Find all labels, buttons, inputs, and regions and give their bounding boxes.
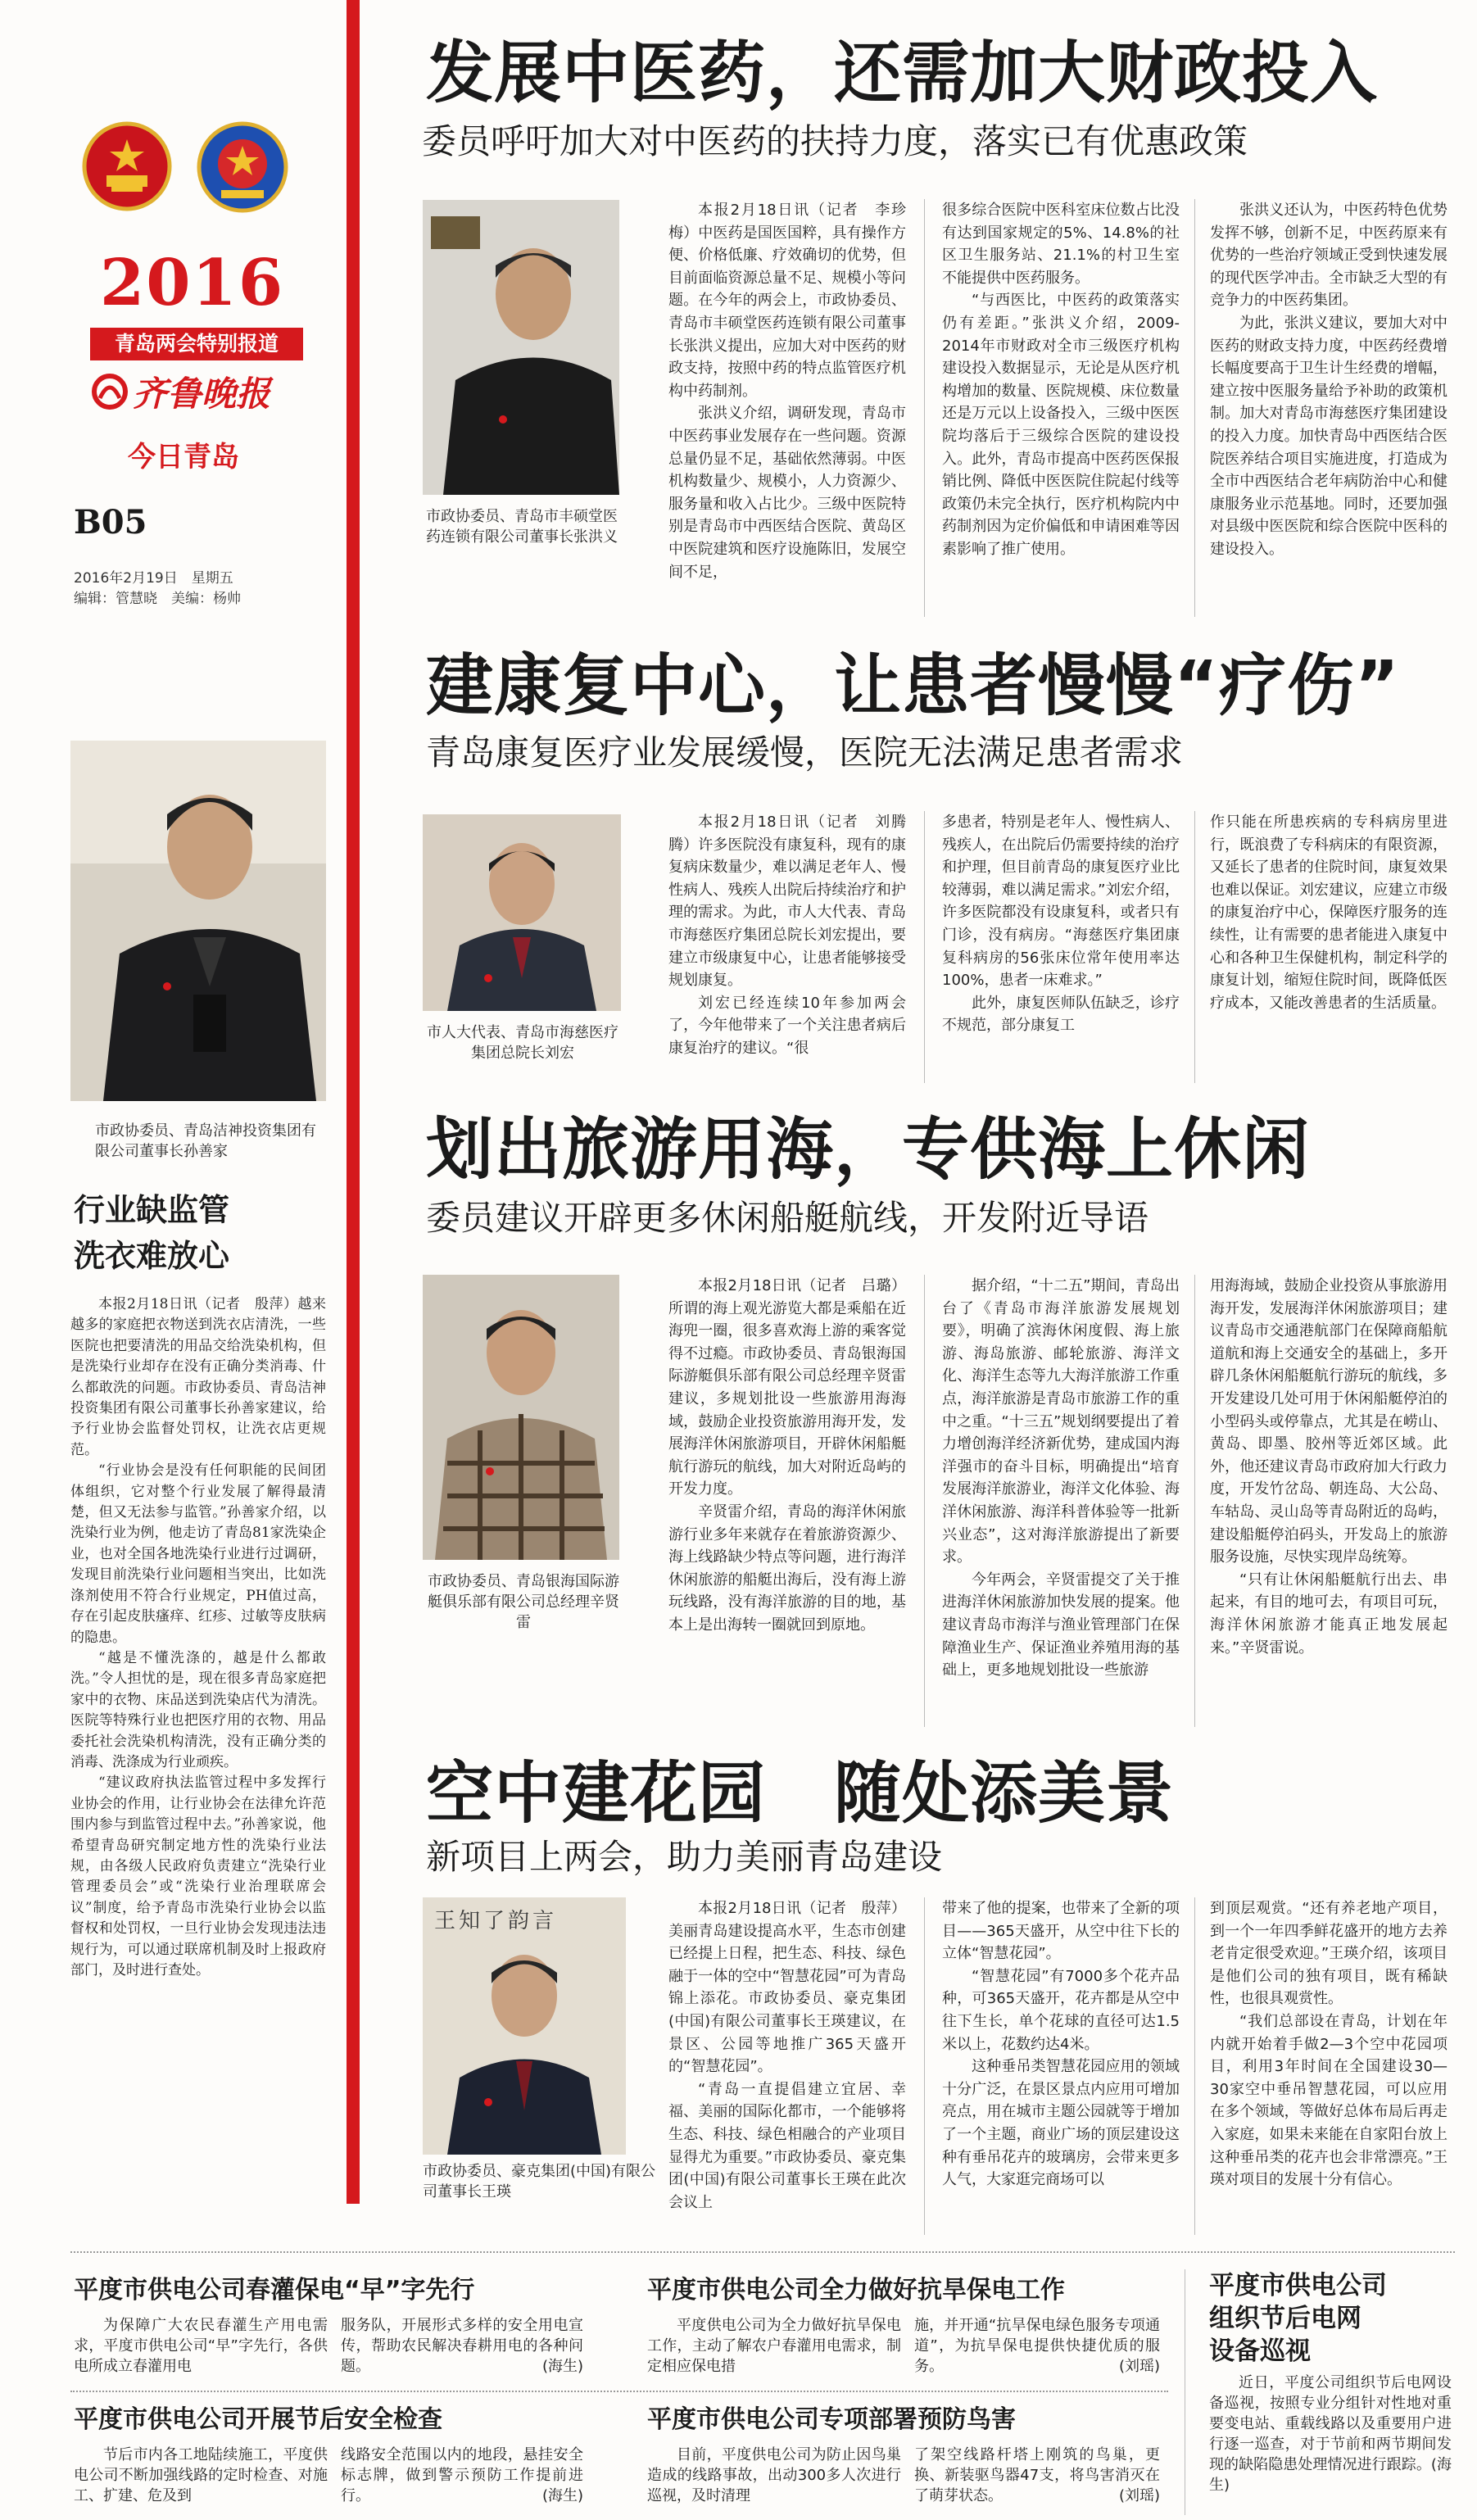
article-4-lead: 本报2月18日讯（记者 殷萍） xyxy=(698,1900,906,1917)
sidebar-paragraph: 越来越多的家庭把衣物送到洗衣店清洗，一些医院也把要清洗的用品交给洗染机构，但是洗染行业却存在没有正确分类消毒、什么都敢洗的问题。市政协委员、青岛洁神投资集团有限公司董事长孙善家建议，给予行业协会监督处罚权，让洗衣店更规范。 xyxy=(70,1296,326,1458)
column-rule xyxy=(1194,1897,1195,2235)
article-3-paragraph: “只有让休闲船艇航行出去、串起来，有目的地可去，有项目可玩，海洋休闲旅游才能真正地发展起来。”辛贤雷说。 xyxy=(1210,1570,1448,1657)
footer-separator xyxy=(70,2391,1168,2392)
footer-2-text: 施，并开通“抗旱保电绿色服务专项通道”，为抗旱保电提供快捷优质的服务。 xyxy=(914,2317,1160,2375)
article-4-paragraph: “青岛一直提倡建立宜居、幸福、美丽的国际化都市，一个能够将生态、科技、绿色相融合的产业项目显得尤为重要。”市政协委员、豪克集团(中国)有限公司董事长王瑛在此次会议上 xyxy=(668,2080,906,2211)
article-4-paragraph: 带来了他的提案，也带来了全新的项目——365天盛开，从空中往下长的立体“智慧花园”。 xyxy=(942,1900,1180,1963)
article-1-paragraph: “与西医比，中医药的政策落实仍有差距。”张洪义介绍，2009-2014年市财政对全市三级医疗机构建设投入数据显示，无论是从医疗机构增加的数量、医院规模、床位数量还是万元以上设备投入，三级中医医院均落后于三级综合医院的建设投入。此外，青岛市提高中医药医保报销比例、降低中医医院住院起付线等政策仍未完全执行，医疗机构院内中药制剂因为定价偏低和申请困难等因素影响了推广使用。 xyxy=(942,292,1180,558)
article-3-lead: 本报2月18日讯（记者 吕璐） xyxy=(698,1277,906,1294)
article-4-paragraph: 美丽青岛建设提高水平，生态市创建已经提上日程，把生态、科技、绿色融于一体的空中“智慧花园”可为青岛锦上添花。市政协委员、豪克集团(中国)有限公司董事长王瑛建议，在景区、公园等地推广365天盛开的“智慧花园”。 xyxy=(668,1922,906,2076)
article-4-column-3 xyxy=(1210,1897,1448,2235)
article-2-paragraph: 此外，康复医师队伍缺乏，诊疗不规范，部分康复工 xyxy=(942,994,1180,1035)
sidebar-lead: 本报2月18日讯（记者 殷萍） xyxy=(98,1296,298,1312)
article-1-caption: 市政协委员、青岛市丰硕堂医药连锁有限公司董事长张洪义 xyxy=(426,508,618,546)
footer-3-col-1 xyxy=(74,2445,328,2510)
article-1-paragraph: 张洪义介绍，调研发现，青岛市中医药事业发展存在一些问题。资源总量仍显不足，基础依然薄弱。中医机构数量少、规模小，人力资源少、服务量和收入占比少。三级中医院特别是青岛市中西医结合医院、黄岛区中医院建筑和医疗设施陈旧，发展空间不足， xyxy=(668,405,906,581)
article-2-caption: 市人大代表、青岛市海慈医疗集团总院长刘宏 xyxy=(427,1024,618,1062)
paper-logo-icon xyxy=(92,374,128,410)
column-rule xyxy=(924,1275,925,1727)
article-2-column-2 xyxy=(942,811,1180,1083)
footer-5-text: 近日，平度公司组织节后电网设备巡视，按照专业分组针对性地对重要变电站、重载线路以及重要用户进行逐一巡查，对于节前和两节期间发现的缺陷隐患处理情况进行跟踪。 xyxy=(1209,2374,1452,2473)
footer-2-col-2 xyxy=(914,2315,1160,2381)
article-1-lead: 本报2月18日讯（记者 李珍梅） xyxy=(668,202,906,242)
article-2-paragraph: 作只能在所患疾病的专科病房里进行，既浪费了专科病床的有限资源，又延长了患者的住院时间，康复效果也难以保证。刘宏建议，应建立市级的康复治疗中心，保障医疗服务的连续性，让有需要的患者能进入康复中心和各种卫生保健机构，制定科学的康复计划，缩短住院时间，既降低医疗成本，又能改善患者的生活质量。 xyxy=(1210,814,1448,1012)
article-3-portrait xyxy=(423,1275,619,1560)
column-rule xyxy=(924,811,925,1083)
article-1-paragraph: 很多综合医院中医科室床位数占比没有达到国家规定的5%、14.8%的社区卫生服务站、21.1%的村卫生室不能提供中医药服务。 xyxy=(942,202,1180,287)
column-rule xyxy=(924,1897,925,2235)
article-4-column-2 xyxy=(942,1897,1180,2235)
article-2-lead: 本报2月18日讯（记者 刘腾腾） xyxy=(668,814,906,854)
footer-5-title-line: 平度市供电公司 xyxy=(1209,2271,1387,2300)
footer-1-text: 服务队，开展形式多样的安全用电宣传，帮助农民解决春耕用电的各种问题。 xyxy=(341,2317,583,2375)
article-4-paragraph: 到顶层观赏。“还有养老地产项目，到一个一年四季鲜花盛开的地方去养老肯定很受欢迎。”王瑛介绍，该项目是他们公司的独有项目，既有稀缺性，也很具观赏性。 xyxy=(1210,1900,1448,2008)
article-4-caption: 市政协委员、豪克集团(中国)有限公司董事长王瑛 xyxy=(423,2163,656,2200)
article-3-paragraph: 据介绍，“十二五”期间，青岛出台了《青岛市海洋旅游发展规划要》，明确了滨海休闲度假、海上旅游、海岛旅游、邮轮旅游、海洋文化、海洋生态等九大海洋旅游工作重点，海洋旅游是青岛市旅游工作的重中之重。“十三五”规划纲要提出了着力增创海洋经济新优势，建成国内海洋强市的奋斗目标，明确提出“培育发展海洋旅游业，海洋文化体验、海洋休闲旅游、海洋科普体验等一批新兴业态”，这对海洋旅游提出了新要求。 xyxy=(942,1277,1180,1566)
article-1-paragraph: 张洪义还认为，中医药特色优势发挥不够，创新不足，中医药原来有优势的一些治疗领域正受到快速发展的现代医学冲击。全市缺乏大型的有竞争力的中医药集团。 xyxy=(1210,202,1448,310)
article-2-column-3 xyxy=(1210,811,1448,1083)
footer-3-title: 平度市供电公司开展节后安全检查 xyxy=(74,2405,442,2434)
article-3-column-2 xyxy=(942,1275,1180,1727)
footer-5 xyxy=(1209,2269,1452,2512)
footer-1-signature: (海生) xyxy=(541,2358,583,2375)
article-2-photo xyxy=(423,814,621,1011)
article-3-column-3 xyxy=(1210,1275,1448,1727)
masthead-year: 2016 xyxy=(100,246,285,320)
sidebar-article-body xyxy=(70,1294,326,2204)
footer-4-col-1 xyxy=(647,2445,901,2510)
article-4-column-1 xyxy=(668,1897,906,2235)
column-rule xyxy=(1194,811,1195,1083)
article-2-subtitle: 青岛康复医疗业发展缓慢，医院无法满足患者需求 xyxy=(426,732,1184,773)
article-1-paragraph: 为此，张洪义建议，要加大对中医药的财政支持力度，中医药经费增长幅度要高于卫生计生经费的增幅，建立按中医服务量给予补助的政策机制。加大对青岛市海慈医疗集团建设的投入力度。加快青岛中西医结合医院医养结合项目实施进度，打造成为全市中西医结合老年病防治中心和健康服务业示范基地。同时，还要加强对县级中医医院和综合医院中医科的建设投入。 xyxy=(1210,314,1448,558)
sidebar-paragraph: “越是不懂洗涤的，越是什么都敢洗。”令人担忧的是，现在很多青岛家庭把家中的衣物、床品送到洗染店代为清洗。医院等特殊行业也把医疗用的衣物、用品委托社会洗染机构清洗，没有正确分类的消毒、洗涤成为行业顽疾。 xyxy=(70,1649,326,1770)
footer-3-text: 线路安全范围以内的地段，悬挂安全标志牌，做到警示预防工作提前进行。 xyxy=(341,2446,583,2504)
column-rule xyxy=(924,199,925,617)
footer-1-title: 平度市供电公司春灌保电“早”字先行 xyxy=(74,2276,475,2305)
masthead-banner: 青岛两会特别报道 xyxy=(90,328,303,360)
footer-2-text: 平度供电公司为全力做好抗旱保电工作，主动了解农户春灌用电需求，制定相应保电措 xyxy=(647,2317,901,2375)
section-name: 今日青岛 xyxy=(128,441,239,474)
footer-4-text: 目前，平度供电公司为防止因鸟巢造成的线路事故，出动300多人次进行巡视，及时清理 xyxy=(647,2446,901,2504)
masthead-red-bar xyxy=(347,0,360,2204)
footer-2-signature: (刘瑶) xyxy=(1118,2358,1160,2375)
date-line: 2016年2月19日 星期五 xyxy=(74,570,233,587)
footer-4-signature: (刘瑶) xyxy=(1118,2487,1160,2504)
footer-3-col-2 xyxy=(341,2445,583,2510)
footer-separator xyxy=(70,2251,1455,2253)
article-4-paragraph: “我们总部设在青岛，计划在年内就开始着手做2—3个空中花园项目，利用3年时间在全国建设30—30家空中垂吊智慧花园，可以应用在多个领域，等做好总体布局后再走入家庭，如果未来能在自家阳台放上这种垂吊类的花卉也会非常漂亮。”王瑛对项目的发展十分有信心。 xyxy=(1210,2012,1448,2189)
footer-4-title: 平度市供电公司专项部署预防鸟害 xyxy=(647,2405,1016,2434)
article-4-paragraph: 这种垂吊类智慧花园应用的领域十分广泛，在景区景点内应用可增加亮点，用在城市主题公园就等于增加了一个主题，商业广场的顶层建设这种有垂吊花卉的玻璃房，会带来更多人气，大家逛完商场可以 xyxy=(942,2058,1180,2189)
sidebar-headline-1: 行业缺监管 xyxy=(74,1192,230,1228)
footer-4-col-2 xyxy=(914,2445,1160,2510)
article-4-paragraph: “智慧花园”有7000多个花卉品种，可365天盛开，花卉都是从空中往下生长，单个花球的直径可达1.5米以上，花数约达4米。 xyxy=(942,1967,1180,2053)
footer-1-col-1 xyxy=(74,2315,328,2381)
footer-1-col-2 xyxy=(341,2315,583,2381)
article-3-column-1 xyxy=(668,1275,906,1727)
page-number: B05 xyxy=(74,503,147,542)
article-1-paragraph: 中医药是国医国粹，具有操作方便、价格低廉、疗效确切的优势，但目前面临资源总量不足、规模小等问题。在今年的两会上，市政协委员、青岛市丰硕堂医药连锁有限公司董事长张洪义提出，应加大对中医药的财政支持，按照中药的特点监管医疗机构中药制剂。 xyxy=(668,224,906,400)
footer-2-title: 平度市供电公司全力做好抗旱保电工作 xyxy=(647,2276,1065,2305)
article-1-column-2 xyxy=(942,199,1180,617)
article-3-paragraph: 所谓的海上观光游览大都是乘船在近海兜一圈，很多喜欢海上游的乘客觉得不过瘾。市政协委员、青岛银海国际游艇俱乐部有限公司总经理辛贤雷建议，多规划批设一些旅游用海海域，鼓励企业投资旅游用海开发，发展海洋休闲旅游项目，开辟休闲船艇航行游玩的航线，加大对附近岛屿的开发力度。 xyxy=(668,1299,906,1498)
footer-5-body xyxy=(1209,2373,1452,2512)
column-rule xyxy=(1194,199,1195,617)
article-4-title: 空中建花园 随处添美景 xyxy=(426,1755,1175,1833)
sidebar-photo xyxy=(70,741,326,1101)
article-3-paragraph: 今年两会，辛贤雷提交了关于推进海洋休闲旅游加快发展的提案。他建议青岛市海洋与渔业管理部门在保障渔业生产、保证渔业养殖用海的基础上，更多地规划批设一些旅游 xyxy=(942,1570,1180,1679)
sidebar-photo-caption: 市政协委员、青岛洁神投资集团有限公司董事长孙善家 xyxy=(95,1122,316,1160)
cppcc-emblem-icon xyxy=(197,121,288,213)
article-2-title: 建康复中心，让患者慢慢“疗伤” xyxy=(426,647,1400,725)
article-2-portrait xyxy=(423,814,621,1011)
article-1-portrait xyxy=(423,200,619,495)
article-3-title: 划出旅游用海，专供海上休闲 xyxy=(426,1111,1311,1189)
paper-logo xyxy=(92,367,270,416)
article-2-paragraph: 多患者，特别是老年人、慢性病人、残疾人，在出院后仍需要持续的治疗和护理，但目前青岛的康复医疗业比较薄弱，难以满足需求。”刘宏介绍，许多医院都没有设康复科，或者只有门诊，没有病房。“海慈医疗集团康复科病房的56张床位常年使用率达100%，患者一床难求。” xyxy=(942,814,1180,990)
article-2-column-1 xyxy=(668,811,906,1083)
article-4-portrait xyxy=(423,1897,626,2155)
article-3-caption: 市政协委员、青岛银海国际游艇俱乐部有限公司总经理辛贤雷 xyxy=(428,1573,619,1631)
footer-2-col-1 xyxy=(647,2315,901,2381)
article-1-subtitle: 委员呼吁加大对中医药的扶持力度，落实已有优惠政策 xyxy=(422,121,1248,161)
paper-name: 齐鲁晚报 xyxy=(133,374,271,414)
article-1-title: 发展中医药，还需加大财政投入 xyxy=(426,34,1379,112)
sidebar-portrait xyxy=(70,741,326,1101)
article-1-column-3 xyxy=(1210,199,1448,617)
article-1-photo xyxy=(423,200,619,495)
footer-5-title-line: 设备巡视 xyxy=(1209,2336,1311,2366)
article-3-paragraph: 用海海域，鼓励企业投资从事旅游用海开发，发展海洋休闲旅游项目；建议青岛市交通港航部门在保障商船航道航和海上交通安全的基础上，多开辟几条休闲船艇航行游玩的航线，多开发建设几处可用于休闲船艇停泊的小型码头或停靠点，尤其是在崂山、黄岛、即墨、胶州等近郊区域。此外，他还建议青岛市政府加大行政力度，开发竹岔岛、朝连岛、大公岛、车轱岛、灵山岛等青岛附近的岛屿，建设船艇停泊码头，开发岛上的旅游服务设施，尽快实现岸岛统筹。 xyxy=(1210,1277,1448,1566)
sidebar-paragraph: “建议政府执法监管过程中多发挥行业协会的作用，让行业协会在法律允许范围内参与到监管过程中去。”孙善家说，他希望青岛研究制定地方性的洗染行业法规，由各级人民政府负责建立“洗染行业管理委员会”或“洗染行业治理联席会议”制度，给予青岛市洗染行业协会以监督权和处罚权，一旦行业协会发现违法违规行为，可以通过联席机制及时上报政府部门，及时进行查处。 xyxy=(70,1774,326,1978)
article-3-photo xyxy=(423,1275,619,1560)
footer-5-title-line: 组织节后电网 xyxy=(1209,2304,1361,2333)
article-3-subtitle: 委员建议开辟更多休闲船艇航线，开发附近导语 xyxy=(426,1198,1149,1238)
sidebar-paragraph: “行业协会是没有任何职能的民间团体组织，它对整个行业发展了解得最清楚，但又无法参与监管。”孙善家介绍，以洗染行业为例，他走访了青岛81家洗染企业，也对全国各地洗染行业进行过调研，发现目前洗染行业问题相当突出，比如洗涤剂使用不符合行业规定，PH值过高，存在引起皮肤瘙痒、红疹、过敏等皮肤病的隐患。 xyxy=(70,1462,326,1646)
article-3-paragraph: 辛贤雷介绍，青岛的海洋休闲旅游行业多年来就存在着旅游资源少、海上线路缺少特点等问题，进行海洋休闲旅游的船艇出海后，没有海上游玩线路，没有海洋旅游的目的地，基本上是出海转一圈就回到原地。 xyxy=(668,1502,906,1634)
article-4-calligraphy: 王知了韵言 xyxy=(434,1909,558,1933)
footer-4-text: 了架空线路杆塔上刚筑的鸟巢，更换、新装驱鸟器47支，将鸟害消灭在了萌芽状态。 xyxy=(914,2446,1160,2504)
national-emblem-icon xyxy=(82,121,172,211)
footer-1-text: 为保障广大农民春灌生产用电需求，平度市供电公司“早”字先行，各供电所成立春灌用电 xyxy=(74,2317,328,2375)
sidebar-headline-2: 洗衣难放心 xyxy=(74,1238,230,1274)
column-rule xyxy=(1194,1275,1195,1727)
article-2-paragraph: 许多医院没有康复科，现有的康复病床数量少，难以满足老年人、慢性病人、残疾人出院后持续治疗和护理的需求。为此，市人大代表、青岛市海慈医疗集团总院长刘宏提出，要建立市级康复中心，让患者能够接受规划康复。 xyxy=(668,836,906,990)
footer-3-signature: (海生) xyxy=(541,2487,583,2504)
article-4-photo xyxy=(423,1897,626,2155)
footer-5-signature: (海生) xyxy=(1209,2456,1452,2494)
article-1-column-1 xyxy=(668,199,906,617)
article-2-paragraph: 刘宏已经连续10年参加两会了，今年他带来了一个关注患者病后康复治疗的建议。“很 xyxy=(668,994,906,1057)
article-4-subtitle: 新项目上两会，助力美丽青岛建设 xyxy=(426,1837,943,1877)
footer-3-text: 节后市内各工地陆续施工，平度供电公司不断加强线路的定时检查、对施工、扩建、危及到 xyxy=(74,2446,328,2504)
editor-line: 编辑：管慧晓 美编：杨帅 xyxy=(74,591,241,607)
